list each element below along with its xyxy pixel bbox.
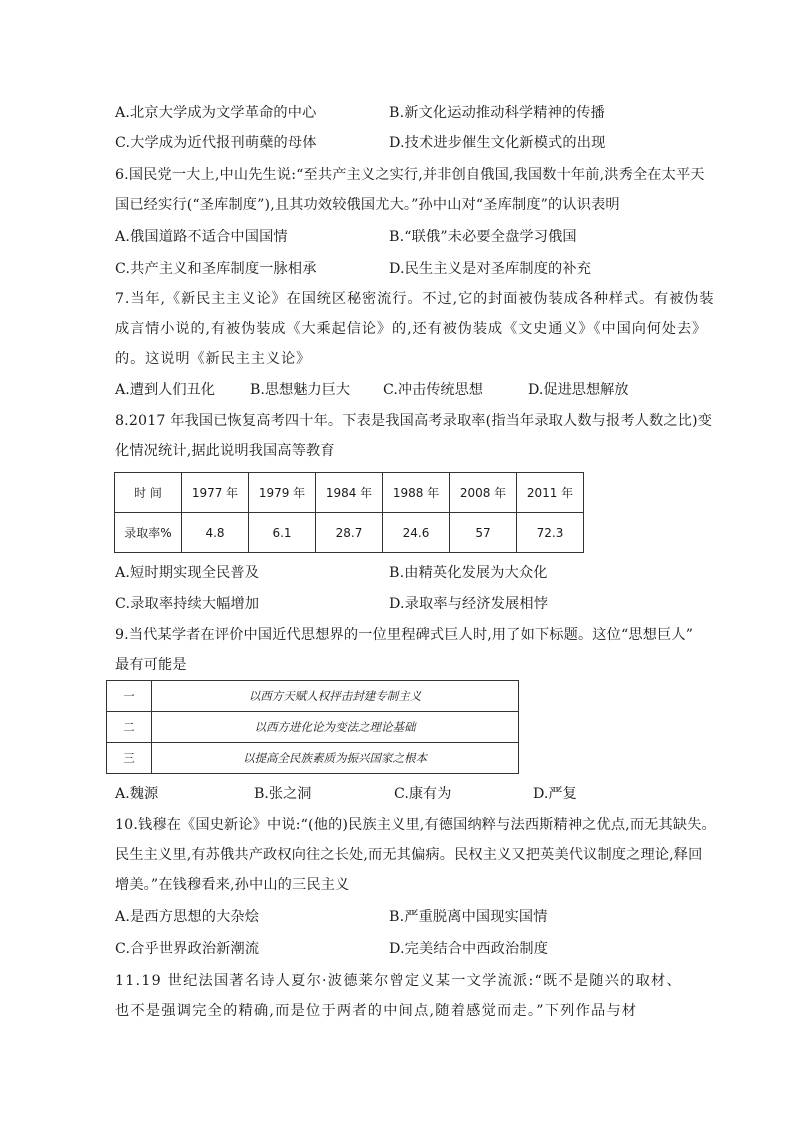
q11-stem-line1: 11.19 世纪法国著名诗人夏尔·波德莱尔曾定义某一文学流派:“既不是随兴的取材、 [115,973,682,989]
q9-option-c: C.康有为 [394,786,452,802]
q8-stem-line2: 化情况统计,据此说明我国高等教育 [115,443,335,459]
table-rate-cell: 24.6 [383,513,450,553]
table-row-label: 录取率% [115,513,182,553]
q10-option-b: B.严重脱离中国现实国情 [389,909,548,925]
q11-stem-line2: 也不是强调完全的精确,而是位于两者的中间点,随着感觉而走。”下列作品与材 [115,1003,638,1019]
table-row [107,681,519,712]
q7-option-b: B.思想魅力巨大 [250,382,351,398]
q8-option-b: B.由精英化发展为大众化 [389,565,548,581]
q9-stem-line2: 最有可能是 [115,657,187,673]
q8-option-a: A.短时期实现全民普及 [115,565,260,581]
admission-rate-table [114,472,584,553]
table-row [107,743,519,774]
heading-number: 二 [107,712,152,743]
table-year-cell: 1979 年 [249,473,316,513]
heading-number: 一 [107,681,152,712]
q5-option-d: D.技术进步催生文化新模式的出现 [389,135,606,151]
q5-option-a: A.北京大学成为文学革命的中心 [115,105,317,121]
q10-stem-line1: 10.钱穆在《国史新论》中说:“(他的)民族主义里,有德国纳粹与法西斯精神之优点,而无其缺失。 [115,817,716,833]
heading-number: 三 [107,743,152,774]
q8-option-d: D.录取率与经济发展相悖 [389,596,549,612]
table-rate-cell: 6.1 [249,513,316,553]
q8-option-c: C.录取率持续大幅增加 [115,596,260,612]
table-year-cell: 1988 年 [383,473,450,513]
q5-option-c: C.大学成为近代报刊萌蘖的母体 [115,135,317,151]
q7-stem-line1: 7.当年,《新民主主义论》在国统区秘密流行。不过,它的封面被伪装成各种样式。有被伪装 [115,291,715,307]
heading-text: 以西方进化论为变法之理论基础 [152,712,519,743]
q7-stem-line3: 的。这说明《新民主主义论》 [115,351,312,367]
table-rate-cell: 4.8 [182,513,249,553]
q9-stem-line1: 9.当代某学者在评价中国近代思想界的一位里程碑式巨人时,用了如下标题。这位“思想巨人” [115,627,694,643]
table-row [115,473,584,513]
q10-stem-line3: 增美。”在钱穆看来,孙中山的三民主义 [115,877,350,893]
q7-option-d: D.促进思想解放 [528,382,629,398]
q6-stem-line1: 6.国民党一大上,中山先生说:“至共产主义之实行,并非创自俄国,我国数十年前,洪秀全在太平天 [115,167,705,183]
table-rate-cell: 72.3 [517,513,584,553]
table-year-cell: 1984 年 [316,473,383,513]
q6-option-b: B.“联俄”未必要全盘学习俄国 [389,229,577,245]
table-rate-cell: 57 [450,513,517,553]
q7-option-c: C.冲击传统思想 [383,382,483,398]
q10-option-c: C.合乎世界政治新潮流 [115,941,260,957]
table-rate-cell: 28.7 [316,513,383,553]
table-year-cell: 2011 年 [517,473,584,513]
table-header-label: 时 间 [115,473,182,513]
heading-text: 以西方天赋人权抨击封建专制主义 [152,681,519,712]
q7-stem-line2: 成言情小说的,有被伪装成《大乘起信论》的,还有被伪装成《文史通义》《中国向何处去》 [115,321,708,337]
table-row [107,712,519,743]
q8-stem-line1: 8.2017 年我国已恢复高考四十年。下表是我国高考录取率(指当年录取人数与报考人数之比)变 [115,413,713,429]
q5-option-b: B.新文化运动推动科学精神的传播 [389,105,605,121]
q9-option-b: B.张之洞 [254,786,312,802]
heading-text: 以提高全民族素质为振兴国家之根本 [152,743,519,774]
q6-option-d: D.民生主义是对圣库制度的补充 [389,261,592,277]
q10-stem-line2: 民生主义里,有苏俄共产政权向往之长处,而无其偏病。民权主义又把英美代议制度之理论,释回 [115,847,703,863]
q7-option-a: A.遭到人们丑化 [115,382,215,398]
q6-option-c: C.共产主义和圣库制度一脉相承 [115,261,317,277]
q9-option-d: D.严复 [533,786,577,802]
q10-option-a: A.是西方思想的大杂烩 [115,909,260,925]
q6-stem-line2: 国已经实行(“圣库制度”),且其功效较俄国尤大。”孙中山对“圣库制度”的认识表明 [115,197,620,213]
q10-option-d: D.完美结合中西政治制度 [389,941,549,957]
q6-option-a: A.俄国道路不适合中国国情 [115,229,288,245]
headings-table [106,680,519,774]
table-row [115,513,584,553]
q9-option-a: A.魏源 [115,786,159,802]
table-year-cell: 2008 年 [450,473,517,513]
table-year-cell: 1977 年 [182,473,249,513]
